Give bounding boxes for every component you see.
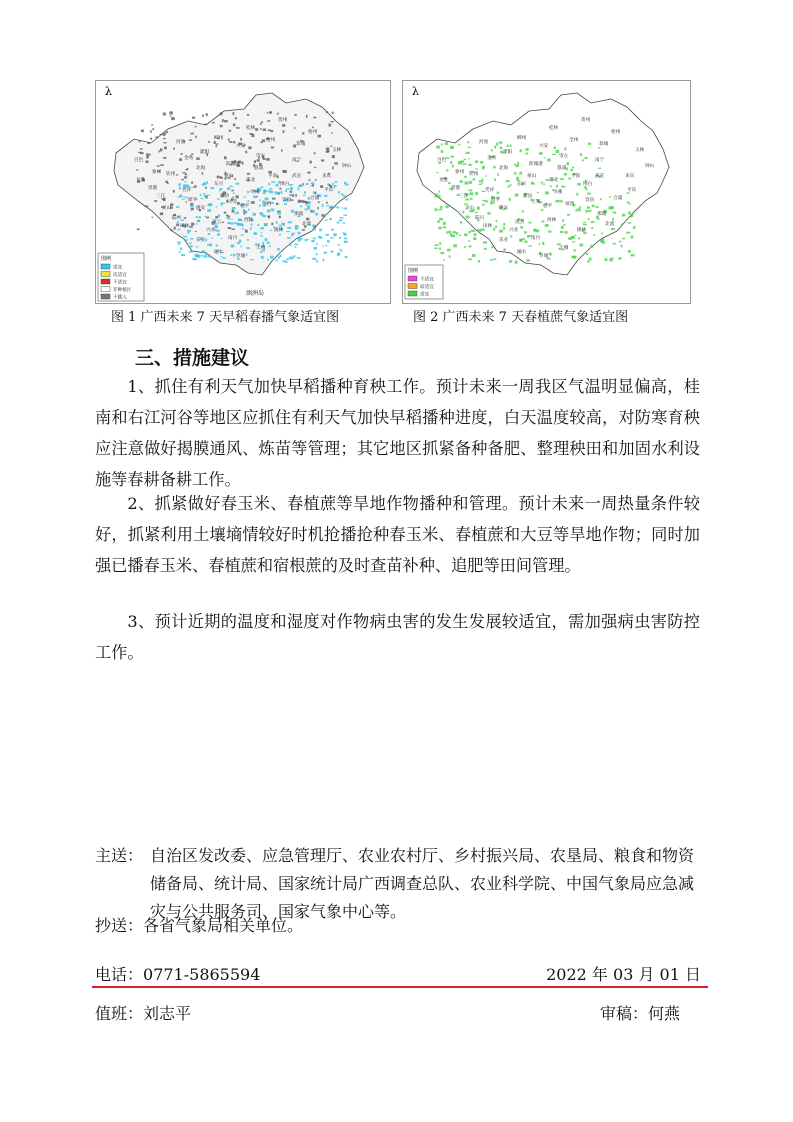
place-label: 象州 bbox=[152, 170, 162, 175]
legend-swatch bbox=[408, 276, 417, 281]
place-label: 桂平 bbox=[543, 204, 553, 209]
place-label: 灵山 bbox=[465, 206, 475, 211]
place-label: 凌云 bbox=[212, 220, 222, 225]
place-label: 荔浦 bbox=[254, 166, 264, 171]
phone-label: 电话： bbox=[95, 965, 144, 984]
legend-title: 图例 bbox=[408, 268, 419, 274]
place-label: 桂平 bbox=[240, 204, 250, 209]
place-label: 那坡 bbox=[294, 212, 304, 217]
place-label: 隆安 bbox=[499, 206, 509, 211]
place-label: 天峨 bbox=[256, 246, 266, 251]
legend-label: 非种植区 bbox=[113, 288, 132, 293]
place-label: 河池 bbox=[479, 140, 489, 145]
place-label: 罗城 bbox=[236, 254, 246, 259]
place-label: 凭祥 bbox=[485, 188, 495, 193]
place-label: 融水 bbox=[517, 250, 527, 255]
weizhou-island-label: 涠洲岛 bbox=[246, 290, 265, 297]
place-label: 凭祥 bbox=[182, 188, 192, 193]
place-label: 北海 bbox=[499, 166, 509, 171]
legend-label: 不适宜 bbox=[420, 277, 434, 283]
duty-line bbox=[95, 1001, 191, 1024]
place-label: 钟山 bbox=[645, 164, 655, 169]
place-label: 梧州 bbox=[308, 130, 318, 135]
place-label: 岑溪 bbox=[553, 190, 563, 195]
place-label: 贺州 bbox=[581, 118, 591, 123]
place-label: 兴安 bbox=[236, 144, 246, 149]
place-label: 藤县 bbox=[220, 194, 230, 199]
place-label: 蒙山 bbox=[224, 174, 234, 179]
place-label: 崇左 bbox=[559, 154, 569, 159]
place-label: 来宾 bbox=[322, 174, 332, 179]
legend-swatch bbox=[101, 272, 110, 277]
place-label: 那坡 bbox=[597, 212, 607, 217]
place-label: 靖西 bbox=[262, 202, 272, 207]
legend-swatch bbox=[408, 284, 417, 289]
copy-recipients-label: 抄送： bbox=[95, 916, 144, 935]
place-label: 全州 bbox=[266, 138, 276, 143]
duty-label: 值班： bbox=[95, 1004, 144, 1023]
place-label: 东兴 bbox=[214, 182, 224, 187]
legend-title: 图例 bbox=[101, 256, 112, 262]
place-label: 天等 bbox=[531, 200, 541, 205]
place-label: 贺州 bbox=[278, 118, 288, 123]
legend-swatch bbox=[408, 291, 417, 296]
place-label: 田林 bbox=[483, 224, 493, 229]
place-label: 灌阳 bbox=[200, 150, 210, 155]
issue-date: 2022 年 03 月 01 日 bbox=[546, 965, 701, 984]
place-label: 博白 bbox=[280, 182, 290, 187]
legend-label: 适宜 bbox=[113, 265, 123, 271]
red-divider bbox=[92, 986, 708, 988]
legend-label: 适宜 bbox=[420, 292, 430, 298]
place-label: 全州 bbox=[569, 138, 579, 143]
sugarcane-map-canvas bbox=[403, 81, 690, 303]
review-line bbox=[600, 1001, 680, 1024]
place-label: 博白 bbox=[583, 182, 593, 187]
section-heading: 三、措施建议 bbox=[135, 347, 250, 369]
place-label: 灵山 bbox=[162, 206, 172, 211]
place-label: 罗城 bbox=[539, 254, 549, 259]
place-label: 梧州 bbox=[611, 130, 621, 135]
place-label: 玉林 bbox=[635, 148, 645, 153]
place-label: 西林 bbox=[547, 218, 557, 223]
place-label: 天等 bbox=[228, 200, 238, 205]
place-label: 百色 bbox=[437, 158, 447, 163]
main-recipients-list: 自治区发改委、应急管理厅、农业农村厅、乡村振兴局、农垦局、粮食和物资储备局、统计局、国家统计局广西调查总队、农业科学院、中国气象局应急减灾与公共服务司、国家气象中心等。 bbox=[150, 846, 695, 921]
place-label: 南丹 bbox=[531, 236, 541, 241]
place-label: 龙胜 bbox=[136, 178, 146, 183]
place-label: 钟山 bbox=[342, 164, 352, 169]
place-label: 来宾 bbox=[625, 174, 635, 179]
place-label: 蒙山 bbox=[527, 174, 537, 179]
place-label: 平乐 bbox=[627, 188, 637, 193]
place-label: 平南 bbox=[571, 174, 581, 179]
figure-2-caption: 图 2 广西未来 7 天春植蔗气象适宜图 bbox=[413, 310, 629, 325]
recommendation-paragraph-1: 1、抓住有利天气加快早稻播种育秧工作。预计未来一周我区气温明显偏高，桂南和右江河谷等地区应抓住有利天气加快早稻播种进度，白天温度较高，对防寒育秧应注意做好揭膜通风、炼苗等管理；其它地区抓紧备种备肥、整理秧田和加固水利设施等春耕备耕工作。 bbox=[95, 377, 700, 489]
place-label: 恭城 bbox=[599, 142, 609, 147]
recommendation-paragraph-2: 2、抓紧做好春玉米、春植蔗等旱地作物播种和管理。预计未来一周热量条件较好，抓紧利用土壤墒情较好时机抢播抢种春玉米、春植蔗和大豆等旱地作物；同时加强已播春玉米、春植蔗和宿根蔗的及时查苗补种、追肥等田间管理。 bbox=[95, 494, 700, 575]
place-label: 凌云 bbox=[515, 220, 525, 225]
legend-swatch bbox=[101, 287, 110, 292]
place-label: 北流 bbox=[302, 222, 312, 227]
review-name: 何燕 bbox=[647, 1004, 680, 1023]
rice-map-legend bbox=[98, 253, 144, 301]
rice-map-canvas bbox=[96, 81, 390, 303]
place-label: 三江 bbox=[156, 194, 166, 199]
place-label: 三江 bbox=[459, 194, 469, 199]
place-label: 隆林 bbox=[577, 228, 587, 233]
place-label: 平乐 bbox=[324, 188, 334, 193]
place-label: 陆川 bbox=[172, 216, 182, 221]
place-label: 钦州 bbox=[166, 172, 176, 177]
legend-swatch bbox=[101, 264, 110, 269]
place-label: 天峨 bbox=[559, 246, 569, 251]
place-label: 金秀 bbox=[487, 156, 497, 161]
place-label: 陆川 bbox=[475, 216, 485, 221]
phone-line bbox=[95, 962, 260, 985]
place-label: 容县 bbox=[585, 198, 595, 203]
legend-label: 不适宜 bbox=[113, 280, 127, 286]
place-label: 灌阳 bbox=[503, 150, 513, 155]
place-label: 贵港 bbox=[451, 186, 461, 191]
place-label: 武宣 bbox=[595, 174, 605, 179]
legend-label: 较适宜 bbox=[420, 285, 434, 290]
place-label: 隆林 bbox=[274, 228, 284, 233]
place-label: 隆安 bbox=[196, 206, 206, 211]
legend-label: 次适宜 bbox=[113, 273, 127, 278]
place-label: 乐业 bbox=[196, 238, 206, 243]
place-label: 武宣 bbox=[292, 174, 302, 179]
duty-name: 刘志平 bbox=[143, 1004, 192, 1023]
copy-recipients-list: 各省气象局相关单位。 bbox=[143, 916, 304, 935]
place-label: 柳州 bbox=[517, 136, 527, 141]
place-label: 靖西 bbox=[565, 202, 575, 207]
distribution-copy bbox=[95, 912, 303, 940]
sugarcane-suitability-map bbox=[402, 80, 691, 304]
recommendation-paragraph-3: 3、预计近期的温度和湿度对作物病虫害的发生发展较适宜，需加强病虫害防控工作。 bbox=[95, 612, 700, 662]
place-label: 防城港 bbox=[529, 162, 543, 167]
place-label: 岑溪 bbox=[250, 190, 260, 195]
main-recipients-label: 主送： bbox=[95, 846, 144, 865]
rice-suitability-map bbox=[95, 80, 391, 304]
legend-label: 不播入 bbox=[113, 295, 127, 301]
place-label: 南宁 bbox=[595, 158, 605, 163]
place-label: 玉林 bbox=[332, 148, 342, 153]
sugarcane-map-legend bbox=[405, 265, 443, 299]
place-label: 平南 bbox=[268, 174, 278, 179]
place-label: 桂林 bbox=[549, 126, 559, 131]
figure-1-caption: 图 1 广西未来 7 天早稻春播气象适宜图 bbox=[111, 310, 340, 325]
place-label: 象州 bbox=[455, 170, 465, 175]
place-label: 合浦 bbox=[310, 196, 320, 201]
place-label: 乐业 bbox=[499, 238, 509, 243]
place-label: 崇左 bbox=[256, 154, 266, 159]
north-arrow-icon: λ bbox=[105, 85, 112, 98]
north-arrow-icon: λ bbox=[412, 85, 419, 98]
place-label: 恭城 bbox=[296, 142, 306, 147]
place-label: 荔浦 bbox=[557, 166, 567, 171]
place-label: 贵港 bbox=[148, 186, 158, 191]
place-label: 田林 bbox=[180, 224, 190, 229]
place-label: 融水 bbox=[214, 250, 224, 255]
place-label: 桂林 bbox=[246, 126, 256, 131]
place-label: 防城港 bbox=[226, 162, 240, 167]
place-label: 南宁 bbox=[292, 158, 302, 163]
legend-swatch bbox=[101, 294, 110, 299]
place-label: 金秀 bbox=[184, 156, 194, 161]
review-label: 审稿： bbox=[599, 1004, 648, 1023]
place-label: 藤县 bbox=[523, 194, 533, 199]
place-label: 龙胜 bbox=[439, 178, 449, 183]
place-label: 浦北 bbox=[246, 178, 256, 183]
place-label: 柳州 bbox=[214, 136, 224, 141]
place-label: 兴业 bbox=[206, 228, 216, 233]
place-label: 西林 bbox=[244, 218, 254, 223]
place-label: 北海 bbox=[196, 166, 206, 171]
legend-swatch bbox=[101, 279, 110, 284]
place-label: 北流 bbox=[605, 222, 615, 227]
place-label: 兴安 bbox=[539, 144, 549, 149]
place-label: 昭平 bbox=[491, 198, 501, 203]
place-label: 钦州 bbox=[469, 172, 479, 177]
place-label: 东兴 bbox=[517, 182, 527, 187]
phone-number: 0771-5865594 bbox=[143, 965, 261, 984]
place-label: 容县 bbox=[282, 198, 292, 203]
place-label: 浦北 bbox=[549, 178, 559, 183]
place-label: 兴业 bbox=[509, 228, 519, 233]
place-label: 合浦 bbox=[613, 196, 623, 201]
place-label: 河池 bbox=[176, 140, 186, 145]
place-label: 百色 bbox=[134, 158, 144, 163]
place-label: 南丹 bbox=[228, 236, 238, 241]
place-label: 昭平 bbox=[188, 198, 198, 203]
